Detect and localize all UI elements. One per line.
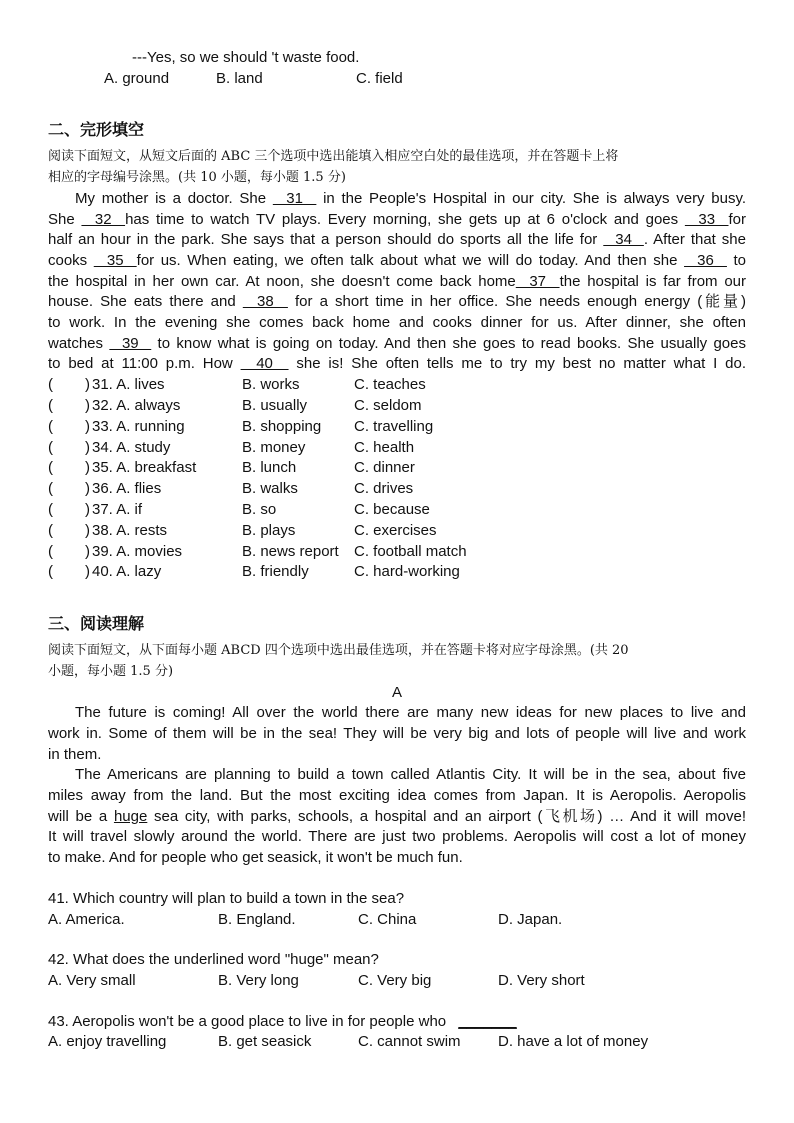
cloze-instruction-1: 阅读下面短文，从短文后面的 ABC 三个选项中选出能填入相应空白处的最佳选项，并在答题卡上将	[48, 149, 619, 165]
paren-left: (	[48, 376, 53, 394]
answer-blank: _______	[458, 1012, 517, 1030]
paren-left: (	[48, 396, 53, 414]
cloze-blank: 39	[109, 334, 152, 352]
option-b: B. usually	[242, 396, 308, 414]
cloze-question-row	[48, 521, 746, 542]
question-42	[48, 950, 746, 991]
passage-line: to make. And for people who get seasick, it won't be much fun.	[48, 849, 463, 867]
section-heading-cloze: 二、完形填空	[48, 120, 145, 140]
question-stem: 42. What does the underlined word "huge" mean?	[48, 951, 379, 969]
cloze-blank: 34	[603, 231, 644, 249]
option: B. England.	[218, 910, 296, 928]
paren-right: )	[85, 396, 90, 414]
option: D. have a lot of money	[498, 1033, 649, 1051]
paren-left: (	[48, 438, 53, 456]
option-c: C. dinner	[354, 459, 415, 477]
answer-parentheses	[48, 562, 90, 583]
prev-options	[48, 69, 746, 90]
option-b: B. friendly	[242, 563, 309, 581]
option-a: 35. A. breakfast	[92, 459, 197, 477]
paren-right: )	[85, 563, 90, 581]
passage-line: work in. Some of them will be in the sea! They will be very big and lots of people will live and work	[48, 724, 746, 742]
cloze-question-row	[48, 396, 746, 417]
option-a: 39. A. movies	[92, 542, 183, 560]
passage-line: house. She eats there and 38 for a short time in her office. She needs enough energy (能量)	[48, 293, 746, 311]
question-options	[48, 910, 746, 931]
answer-parentheses	[48, 396, 90, 417]
option: C. cannot swim	[358, 1033, 461, 1051]
passage-line: The future is coming! All over the world there are many new ideas for new places to live and	[75, 704, 746, 722]
option: C. China	[358, 910, 417, 928]
cloze-question-row	[48, 479, 746, 500]
cloze-blank: 31	[272, 189, 317, 207]
passage-line: half an hour in the park. She says that a person should do sports all the life for 34 . After that she	[48, 231, 746, 249]
option-b: B. plays	[242, 521, 296, 539]
dialog-line: ---Yes, so we should 't waste food.	[132, 49, 360, 66]
cloze-blank: 40	[240, 355, 289, 373]
passage-line: It will travel slowly around the world. There are just two problems. Aeropolis will cost a lot of money	[48, 828, 746, 846]
paren-right: )	[85, 459, 90, 477]
section-heading-reading: 三、阅读理解	[48, 614, 145, 634]
option-a: 34. A. study	[92, 438, 171, 456]
passage-line: watches 39 to know what is going on today. And then she goes to read books. She usually goes	[48, 334, 746, 352]
answer-parentheses	[48, 438, 90, 459]
paren-right: )	[85, 480, 90, 498]
paren-left: (	[48, 417, 53, 435]
cloze-blank: 38	[242, 293, 288, 311]
question-stem: 43. Aeropolis won't be a good place to live in for people who	[48, 1012, 447, 1030]
paren-left: (	[48, 500, 53, 518]
cloze-blank: 32	[81, 210, 126, 228]
option-a: 31. A. lives	[92, 376, 165, 394]
passage-line: to work. In the evening she comes back home and cooks dinner for us. After dinner, she often	[48, 314, 746, 332]
reading-instruction-1: 阅读下面短文，从下面每小题 ABCD 四个选项中选出最佳选项，并在答题卡将对应字母涂黑。(共 20	[48, 643, 629, 659]
passage-line: My mother is a doctor. She 31 in the People's Hospital in our city. She is always very busy.	[75, 189, 747, 207]
option: A. enjoy travelling	[48, 1033, 167, 1051]
option-b: B. money	[242, 438, 306, 456]
option-a: 40. A. lazy	[92, 563, 162, 581]
cloze-question-row	[48, 375, 746, 396]
paren-right: )	[85, 521, 90, 539]
option-a: 37. A. if	[92, 500, 143, 518]
option-c: C. exercises	[354, 521, 437, 539]
cloze-blank: 33	[684, 210, 729, 228]
document-page	[48, 48, 746, 1053]
passage-line: will be a huge sea city, with parks, schools, a hospital and an airport (飞机场) … And it will move!	[48, 807, 747, 825]
question-options	[48, 1032, 746, 1053]
option-b: B. works	[242, 376, 300, 394]
cloze-question-row	[48, 417, 746, 438]
cloze-blank: 36	[684, 251, 727, 269]
option-c: C. because	[354, 500, 430, 518]
answer-parentheses	[48, 375, 90, 396]
option-b: B. lunch	[242, 459, 297, 477]
answer-parentheses	[48, 417, 90, 438]
cloze-blank: 37	[515, 272, 560, 290]
passage-label: A	[391, 683, 402, 701]
passage-line: She 32 has time to watch TV plays. Every morning, she gets up at 6 o'clock and goes 33 for	[48, 210, 747, 228]
option: A. ground	[104, 69, 170, 87]
paren-left: (	[48, 563, 53, 581]
option: C. field	[356, 69, 403, 87]
option-c: C. health	[354, 438, 415, 456]
passage-line: in them.	[48, 745, 102, 763]
option-a: 36. A. flies	[92, 480, 162, 498]
cloze-question-row	[48, 438, 746, 459]
question-41	[48, 889, 746, 930]
answer-parentheses	[48, 458, 90, 479]
option: C. Very big	[358, 971, 432, 989]
cloze-question-row	[48, 500, 746, 521]
option: A. Very small	[48, 971, 136, 989]
paren-left: (	[48, 542, 53, 560]
answer-parentheses	[48, 521, 90, 542]
passage-line: the hospital in her own car. At noon, she doesn't come back home 37 the hospital is far from our	[48, 272, 747, 290]
passage-line: The Americans are planning to build a town called Atlantis City. It will be in the sea, about five	[75, 766, 746, 784]
passage-line: to bed at 11:00 p.m. How 40 she is! She often tells me to try my best no matter what I do.	[48, 355, 747, 373]
option: B. get seasick	[218, 1033, 312, 1051]
paren-left: (	[48, 521, 53, 539]
option-c: C. travelling	[354, 417, 434, 435]
cloze-blank: 35	[93, 251, 137, 269]
paren-right: )	[85, 417, 90, 435]
option: A. America.	[48, 910, 125, 928]
option: B. Very long	[218, 971, 299, 989]
underlined-word: huge	[113, 807, 148, 825]
passage-line: miles away from the land. But the most exciting idea comes from Japan. It is Aeropolis. Aeropolis	[48, 787, 746, 805]
option-a: 38. A. rests	[92, 521, 168, 539]
paren-right: )	[85, 376, 90, 394]
option-c: C. football match	[354, 542, 467, 560]
paren-right: )	[85, 542, 90, 560]
option-b: B. shopping	[242, 417, 322, 435]
option-b: B. walks	[242, 480, 298, 498]
option: B. land	[216, 69, 263, 87]
reading-passage	[48, 703, 746, 869]
answer-parentheses	[48, 500, 90, 521]
question-options	[48, 971, 746, 992]
option-b: B. news report	[242, 542, 339, 560]
passage-line: cooks 35 for us. When eating, we often talk about what we will do today. And then she 36 to	[48, 251, 747, 269]
option-a: 33. A. running	[92, 417, 185, 435]
answer-parentheses	[48, 542, 90, 563]
option-b: B. so	[242, 500, 277, 518]
option: D. Japan.	[498, 910, 563, 928]
reading-instruction-2: 小题，每小题 1.5 分)	[48, 663, 174, 679]
paren-left: (	[48, 459, 53, 477]
answer-parentheses	[48, 479, 90, 500]
question-stem-row	[48, 1012, 746, 1033]
question-43	[48, 1012, 746, 1053]
cloze-instruction-2: 相应的字母编号涂黑。(共 10 小题，每小题 1.5 分)	[48, 170, 346, 186]
cloze-questions	[48, 375, 746, 583]
paren-right: )	[85, 438, 90, 456]
option-c: C. teaches	[354, 376, 426, 394]
cloze-passage	[48, 189, 746, 375]
option: D. Very short	[498, 971, 585, 989]
option-a: 32. A. always	[92, 396, 181, 414]
option-c: C. hard-working	[354, 563, 460, 581]
option-c: C. seldom	[354, 396, 422, 414]
cloze-question-row	[48, 458, 746, 479]
cloze-question-row	[48, 562, 746, 583]
paren-right: )	[85, 500, 90, 518]
cloze-question-row	[48, 542, 746, 563]
paren-left: (	[48, 480, 53, 498]
option-c: C. drives	[354, 480, 414, 498]
question-stem: 41. Which country will plan to build a town in the sea?	[48, 889, 405, 907]
